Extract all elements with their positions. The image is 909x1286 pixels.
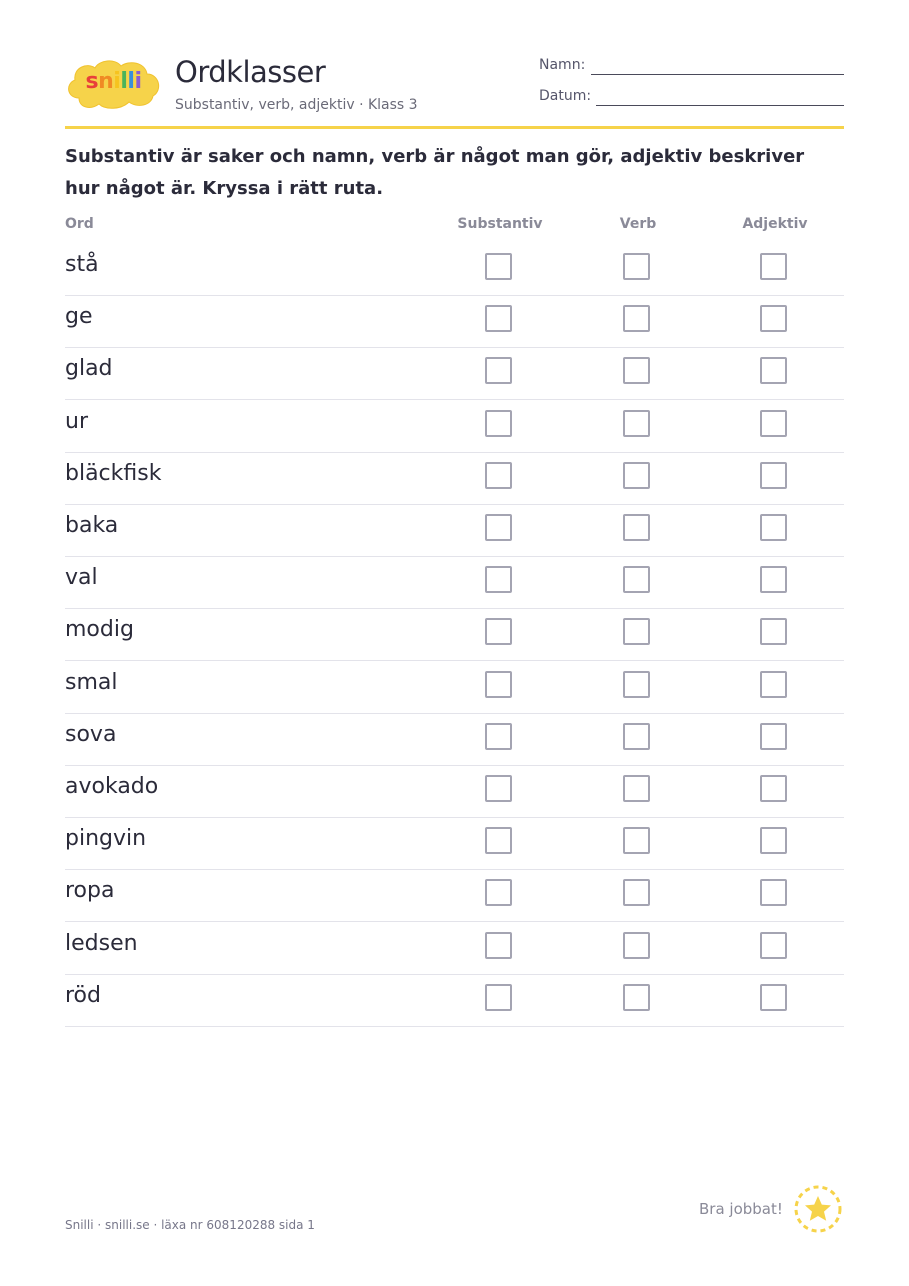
date-label: Datum: (539, 88, 592, 104)
checkbox-verb[interactable] (623, 671, 650, 698)
checkbox-verb[interactable] (623, 932, 650, 959)
date-field[interactable] (539, 88, 844, 106)
word-label: röd (65, 982, 101, 1008)
logo-wordmark (65, 69, 162, 94)
footer-info: Snilli · snilli.se · läxa nr 608120288 sida 1 (65, 1218, 315, 1232)
word-label: stå (65, 252, 99, 277)
checkbox-substantiv[interactable] (485, 462, 512, 489)
column-header-substantiv: Substantiv (457, 216, 543, 232)
header-divider (65, 126, 844, 129)
praise-text: Bra jobbat! (699, 1200, 783, 1218)
checkbox-adjektiv[interactable] (760, 514, 787, 541)
checkbox-substantiv[interactable] (485, 932, 512, 959)
column-header-verb: Verb (619, 216, 657, 232)
table-row (65, 504, 844, 557)
checkbox-adjektiv[interactable] (760, 827, 787, 854)
date-line[interactable] (596, 105, 844, 106)
table-row (65, 347, 844, 400)
page-title: Ordklasser (175, 55, 326, 89)
table-row (65, 765, 844, 818)
column-header-word: Ord (65, 216, 94, 232)
table-row (65, 922, 844, 975)
checkbox-verb[interactable] (623, 984, 650, 1011)
checkbox-adjektiv[interactable] (760, 879, 787, 906)
word-label: ge (65, 304, 93, 330)
word-label: avokado (65, 774, 159, 799)
table-row (65, 400, 844, 453)
checkbox-substantiv[interactable] (485, 305, 512, 332)
checkbox-adjektiv[interactable] (760, 618, 787, 645)
table-row (65, 974, 844, 1027)
table-row (65, 661, 844, 714)
checkbox-verb[interactable] (623, 723, 650, 750)
checkbox-adjektiv[interactable] (760, 932, 787, 959)
checkbox-substantiv[interactable] (485, 357, 512, 384)
checkbox-verb[interactable] (623, 827, 650, 854)
checkbox-substantiv[interactable] (485, 723, 512, 750)
checkbox-substantiv[interactable] (485, 410, 512, 437)
checkbox-substantiv[interactable] (485, 984, 512, 1011)
word-label: smal (65, 669, 118, 695)
checkbox-verb[interactable] (623, 514, 650, 541)
checkbox-verb[interactable] (623, 253, 650, 280)
logo-letter: l (127, 69, 135, 94)
checkbox-substantiv[interactable] (485, 618, 512, 645)
table-row (65, 295, 844, 348)
checkbox-verb[interactable] (623, 305, 650, 332)
logo-letter: i (134, 69, 142, 94)
checkbox-verb[interactable] (623, 566, 650, 593)
word-label: modig (65, 617, 134, 643)
word-label: val (65, 565, 98, 591)
checkbox-substantiv[interactable] (485, 827, 512, 854)
checkbox-verb[interactable] (623, 462, 650, 489)
checkbox-adjektiv[interactable] (760, 410, 787, 437)
checkbox-verb[interactable] (623, 618, 650, 645)
table-row (65, 452, 844, 505)
name-field[interactable] (539, 57, 844, 75)
word-label: sova (65, 721, 117, 747)
word-label: ledsen (65, 930, 138, 956)
checkbox-adjektiv[interactable] (760, 462, 787, 489)
checkbox-substantiv[interactable] (485, 253, 512, 280)
word-label: bläckfisk (65, 460, 162, 486)
checkbox-substantiv[interactable] (485, 879, 512, 906)
checkbox-adjektiv[interactable] (760, 566, 787, 593)
checkbox-substantiv[interactable] (485, 514, 512, 541)
table-row (65, 713, 844, 766)
table-row (65, 817, 844, 870)
snilli-logo (65, 58, 162, 110)
checkbox-verb[interactable] (623, 879, 650, 906)
checkbox-substantiv[interactable] (485, 566, 512, 593)
page-subtitle: Substantiv, verb, adjektiv · Klass 3 (175, 97, 418, 113)
checkbox-adjektiv[interactable] (760, 723, 787, 750)
table-row (65, 608, 844, 661)
word-label: pingvin (65, 826, 147, 852)
word-label: baka (65, 513, 119, 538)
worksheet-header (65, 55, 844, 125)
table-row (65, 869, 844, 922)
star-icon (793, 1184, 843, 1234)
table-row (65, 556, 844, 609)
checkbox-verb[interactable] (623, 775, 650, 802)
logo-letter: s (85, 69, 99, 94)
logo-letter: n (98, 69, 114, 94)
checkbox-substantiv[interactable] (485, 775, 512, 802)
checkbox-adjektiv[interactable] (760, 671, 787, 698)
checkbox-adjektiv[interactable] (760, 984, 787, 1011)
checkbox-adjektiv[interactable] (760, 253, 787, 280)
checkbox-adjektiv[interactable] (760, 305, 787, 332)
checkbox-verb[interactable] (623, 410, 650, 437)
column-header-adjektiv: Adjektiv (742, 216, 808, 232)
instructions: Substantiv är saker och namn, verb är något man gör, adjektiv beskriver hur något är. Kryssa i rätt ruta. (65, 146, 805, 199)
name-line[interactable] (591, 74, 844, 75)
logo-letter: i (113, 69, 121, 94)
word-label: ur (65, 408, 88, 434)
checkbox-substantiv[interactable] (485, 671, 512, 698)
logo-letter: l (120, 69, 128, 94)
checkbox-adjektiv[interactable] (760, 775, 787, 802)
word-label: ropa (65, 878, 115, 904)
table-row (65, 243, 844, 296)
name-label: Namn: (539, 57, 586, 73)
checkbox-verb[interactable] (623, 357, 650, 384)
word-label: glad (65, 356, 113, 382)
checkbox-adjektiv[interactable] (760, 357, 787, 384)
